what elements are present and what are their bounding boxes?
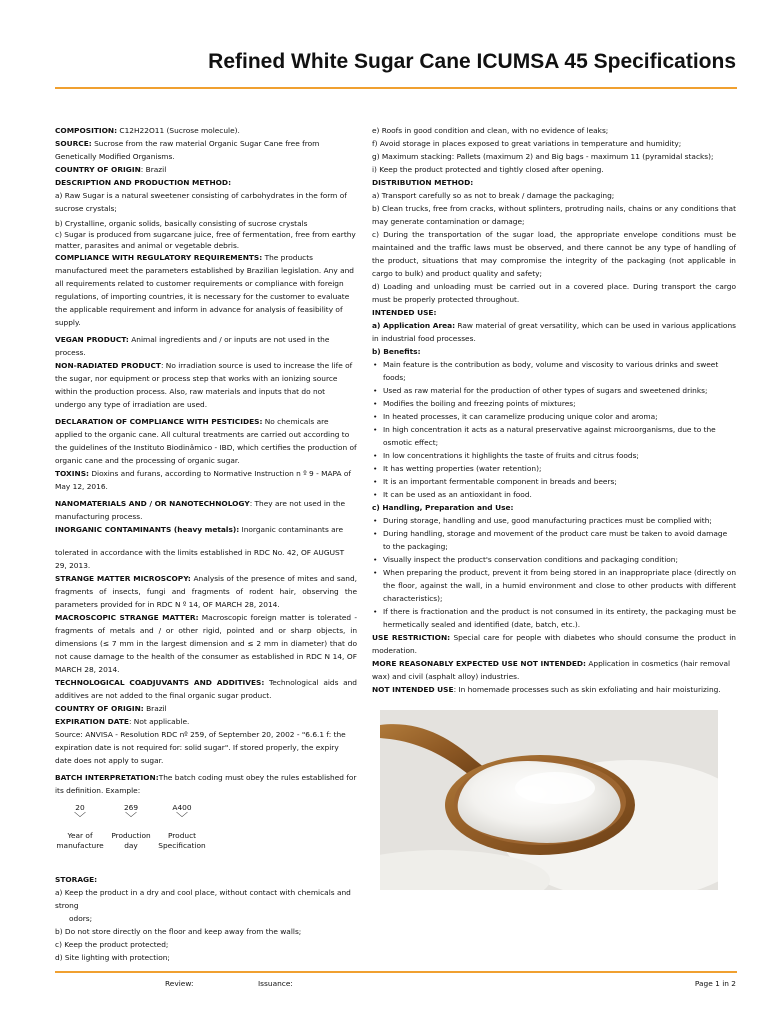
compliance: COMPLIANCE WITH REGULATORY REQUIREMENTS: The products manufactured meet the parameters established by Brazilian legislation. Any and all requirements related to customer requirements or compliance with foreign regulations, of importing countries, it is necessary for the customer to evaluate the applicable requirement and inform in advance for analysis of feasibility of supply. <box>55 253 354 327</box>
footer-review: Review: <box>165 979 194 988</box>
batch-diagram <box>55 801 357 865</box>
sugar-spoon-image <box>380 710 718 890</box>
list-item: • In low concentrations it highlights the taste of fruits and citrus foods; <box>372 449 736 462</box>
distribution-d: d) Loading and unloading must be carried out in a covered place. During transport the cargo must be properly protected throughout. <box>372 282 736 304</box>
distribution-b: b) Clean trucks, free from cracks, without splinters, protruding nails, chains or any conditions that may generate contamination or damage; <box>372 204 736 226</box>
batch-code-year: 20 <box>75 803 85 812</box>
batch-label-year: Year of manufacture <box>56 831 104 850</box>
storage-e: e) Roofs in good condition and clean, with no evidence of leaks; <box>372 126 609 135</box>
expiration-date: EXPIRATION DATE: Not applicable. <box>55 717 190 726</box>
list-item: • It has wetting properties (water retention); <box>372 462 736 475</box>
batch-code-day: 269 <box>123 803 139 812</box>
description-b: b) Crystalline, organic solids, basically consisting of sucrose crystals <box>55 219 308 228</box>
storage-b: b) Do not store directly on the floor and keep away from the walls; <box>55 927 302 936</box>
pesticides-declaration: DECLARATION OF COMPLIANCE WITH PESTICIDES: No chemicals are applied to the organic cane. All cultural treatments are carried out according to the guidelines of the Instituto Biodinâmico - IBD, which certifies the production of organic cane and the processing of organic sugar. <box>55 417 357 465</box>
list-item: • During handling, storage and movement of the product care must be taken to avoid damage to the packaging; <box>372 527 736 553</box>
expiration-source: Source: ANVISA - Resolution RDC nº 259, of September 20, 2002 - "6.6.1 f: the expiration date is not required for: solid sugar". If stored properly, the expiry date does not apply to sugar. <box>55 730 346 765</box>
handling-list <box>372 514 736 631</box>
handling-heading: c) Handling, Preparation and Use: <box>372 503 514 512</box>
not-intended-use: NOT INTENDED USE: In homemade processes such as skin exfoliating and hair moisturizing. <box>372 685 721 694</box>
country-of-origin-2: COUNTRY OF ORIGIN: Brazil <box>55 704 167 713</box>
description-heading: DESCRIPTION AND PRODUCTION METHOD: <box>55 178 232 187</box>
footer-issuance: Issuance: <box>258 979 293 988</box>
batch-label-spec: Product Specification <box>158 831 206 850</box>
technological-coadjuvants: TECHNOLOGICAL COADJUVANTS AND ADDITIVES: Technological aids and additives are not added to the final organic sugar product. <box>55 678 357 700</box>
storage-a: a) Keep the product in a dry and cool place, without contact with chemicals and strong <box>55 888 351 910</box>
left-column <box>55 124 357 964</box>
source: SOURCE: Sucrose from the raw material Organic Sugar Cane free from Genetically Modified Organisms. <box>55 139 320 161</box>
batch-interpretation: BATCH INTERPRETATION:The batch coding must obey the rules established for its definition. Example: <box>55 773 357 795</box>
inorganic-contaminants: INORGANIC CONTAMINANTS (heavy metals): Inorganic contaminants are <box>55 525 344 534</box>
inorganic-contaminants-cont: tolerated in accordance with the limits established in RDC No. 42, OF AUGUST 29, 2013. <box>55 548 345 570</box>
list-item: • If there is fractionation and the product is not consumed in its entirety, the packaging must be hermetically sealed and identified (date, batch, etc.). <box>372 605 736 631</box>
distribution-heading: DISTRIBUTION METHOD: <box>372 178 474 187</box>
list-item: • It is an important fermentable component in breads and beers; <box>372 475 736 488</box>
footer-rule <box>55 971 737 973</box>
benefits-heading: b) Benefits: <box>372 347 421 356</box>
composition: COMPOSITION: C12H22O11 (Sucrose molecule). <box>55 126 240 135</box>
list-item: • Main feature is the contribution as body, volume and viscosity to various drinks and sweet foods; <box>372 358 736 384</box>
list-item: • Used as raw material for the production of other types of sugars and sweetened drinks; <box>372 384 736 397</box>
nanomaterials: NANOMATERIALS AND / OR NANOTECHNOLOGY: They are not used in the manufacturing process. <box>55 499 346 521</box>
storage-c: c) Keep the product protected; <box>55 940 169 949</box>
footer-page-number: Page 1 in 2 <box>694 979 736 988</box>
toxins: TOXINS: Dioxins and furans, according to Normative Instruction n º 9 - MAPA of May 12, 2016. <box>55 469 352 491</box>
macroscopic-strange-matter: MACROSCOPIC STRANGE MATTER: Macroscopic foreign matter is tolerated - fragments of metals and / or other rigid, pointed and or sharp objects, in dimensions (≤ 7 mm in the largest dimension and ≤ 2 mm in diameter) that do not cause damage to the health of the consumer as established in RDC N 14, OF MARCH 28, 2014. <box>55 613 357 674</box>
distribution-c: c) During the transportation of the sugar load, the appropriate envelope conditions must be maintained and the traffic laws must be observed, and there cannot be any type of handling of the product, situations that may compromise the integrity of the packaging (not applicable in cargo to bulk) and product quality and safety; <box>372 230 736 278</box>
storage-heading: STORAGE: <box>55 875 98 884</box>
header-rule <box>55 87 737 89</box>
list-item: • When preparing the product, prevent it from being stored in an inappropriate place (directly on the floor, against the wall, in a humid environment and close to other products with different characteristics); <box>372 566 736 605</box>
intended-use-heading: INTENDED USE: <box>372 308 437 317</box>
benefits-list <box>372 358 736 501</box>
use-restriction: USE RESTRICTION: Special care for people with diabetes who should consume the product in moderation. <box>372 633 736 655</box>
list-item: • In heated processes, it can caramelize producing unique color and aroma; <box>372 410 736 423</box>
sugar-spoon-photo <box>380 710 718 890</box>
strange-matter-microscopy: STRANGE MATTER MICROSCOPY: Analysis of the presence of mites and sand, fragments of insects, fungi and fragments of rodent hair, observing the parameters provided for in RDC N º 14, OF MARCH 28, 2014. <box>55 574 358 609</box>
list-item: • Visually inspect the product's conservation conditions and packaging condition; <box>372 553 736 566</box>
batch-label-day: Production day <box>111 831 151 850</box>
list-item: • Modifies the boiling and freezing points of mixtures; <box>372 397 736 410</box>
storage-i: i) Keep the product protected and tightly closed after opening. <box>372 165 604 174</box>
page-title: Refined White Sugar Cane ICUMSA 45 Specifications <box>208 50 736 73</box>
application-area: a) Application Area: Raw material of great versatility, which can be used in various applications in industrial food processes. <box>372 321 736 343</box>
vegan-product: VEGAN PRODUCT: Animal ingredients and / or inputs are not used in the process. <box>55 335 330 357</box>
storage-g: g) Maximum stacking: Pallets (maximum 2) and Big bags - maximum 11 (pyramidal stacks); <box>372 152 714 161</box>
list-item: • In high concentration it acts as a natural preservative against microorganisms, due to the osmotic effect; <box>372 423 736 449</box>
brace-icon: ﹀ <box>73 811 86 825</box>
storage-a-cont: odors; <box>69 914 93 923</box>
storage-d: d) Site lighting with protection; <box>55 953 170 962</box>
storage-f: f) Avoid storage in places exposed to great variations in temperature and humidity; <box>372 139 682 148</box>
list-item: • It can be used as an antioxidant in food. <box>372 488 736 501</box>
distribution-a: a) Transport carefully so as not to break / damage the packaging; <box>372 191 615 200</box>
description-a: a) Raw Sugar is a natural sweetener consisting of carbohydrates in the form of sucrose crystals; <box>55 191 347 213</box>
brace-icon: ﹀ <box>175 811 188 825</box>
expected-use-not-intended: MORE REASONABLY EXPECTED USE NOT INTENDED: Application in cosmetics (hair removal wax) and civil (asphalt alloy) industries. <box>372 659 731 681</box>
batch-code-spec: A400 <box>172 803 192 812</box>
list-item: • During storage, handling and use, good manufacturing practices must be complied with; <box>372 514 736 527</box>
right-column <box>372 124 736 696</box>
non-radiated-product: NON-RADIATED PRODUCT: No irradiation source is used to increase the life of the sugar, nor equipment or process step that works with an ionizing source within the production process. Also, raw materials and inputs that do not undergo any type of irradiation are used. <box>55 361 353 409</box>
brace-icon: ﹀ <box>124 811 137 825</box>
country-of-origin: COUNTRY OF ORIGIN: Brazil <box>55 165 167 174</box>
description-c: c) Sugar is produced from sugarcane juice, free of fermentation, free from earthy matter, parasites and animal or vegetable debris. <box>55 230 356 250</box>
